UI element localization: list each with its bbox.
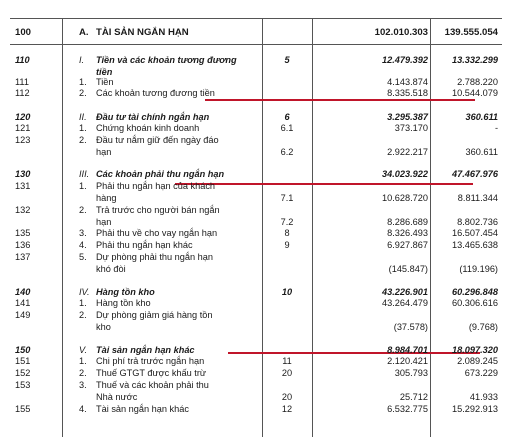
row-number: 1. [79, 298, 87, 308]
row-number: IV. [79, 287, 90, 297]
row-description: Nhà nước [96, 392, 138, 402]
table-row [0, 87, 508, 100]
row-code: 132 [15, 205, 31, 215]
row-number: 2. [79, 205, 87, 215]
value-current-year: 6.532.775 [387, 404, 428, 414]
row-description: hàng [96, 193, 117, 203]
value-prior-year: 360.611 [465, 147, 498, 157]
row-note: 12 [281, 404, 293, 414]
row-description: Các khoản tương đương tiền [96, 88, 215, 98]
row-code: 120 [15, 112, 31, 122]
row-description: khó đòi [96, 264, 126, 274]
row-code: 135 [15, 228, 31, 238]
value-prior-year: 13.332.299 [452, 55, 498, 65]
header-row-border [10, 44, 502, 45]
value-current-year: 305.793 [394, 368, 428, 378]
row-code: 131 [15, 181, 31, 191]
row-code: 150 [15, 345, 31, 355]
row-number: 1. [79, 356, 87, 366]
row-description: hạn [96, 217, 112, 227]
row-number: 5. [79, 252, 87, 262]
row-note: 7.1 [280, 193, 294, 203]
row-description: Chứng khoán kinh doanh [96, 123, 200, 133]
row-description: Phải thu về cho vay ngắn hạn [96, 228, 218, 238]
value-prior-year: 10.544.079 [452, 88, 498, 98]
value-current-year: 10.628.720 [382, 193, 428, 203]
value-current-year: 102.010.303 [374, 27, 428, 38]
value-current-year: 373.170 [394, 123, 428, 133]
row-note: 6 [284, 112, 290, 122]
value-current-year: 8.286.689 [387, 217, 428, 227]
value-current-year: 6.927.867 [387, 240, 428, 250]
table-row [0, 146, 508, 159]
value-current-year: 25.712 [399, 392, 428, 402]
row-code: 152 [15, 368, 31, 378]
row-number: 1. [79, 123, 87, 133]
row-code: 155 [15, 404, 31, 414]
row-note: 10 [281, 287, 293, 297]
value-prior-year: 47.467.976 [452, 169, 498, 179]
row-description: hạn [96, 147, 112, 157]
value-prior-year: 60.296.848 [452, 287, 498, 297]
value-prior-year: 16.507.454 [452, 228, 498, 238]
row-number: I. [79, 55, 85, 65]
value-prior-year: 2.788.220 [457, 77, 498, 87]
row-description: Trả trước cho người bán ngắn [96, 205, 220, 215]
row-note: 9 [284, 240, 290, 250]
row-description: Dự phòng giảm giá hàng tồn [96, 310, 213, 320]
table-row [0, 403, 508, 416]
row-description: kho [96, 322, 111, 332]
row-code: 136 [15, 240, 31, 250]
row-note: 7.2 [280, 217, 294, 227]
value-prior-year: 18.097.320 [452, 345, 498, 355]
value-current-year: 8.326.493 [387, 228, 428, 238]
row-note: 20 [281, 368, 293, 378]
value-current-year: 3.295.387 [387, 112, 428, 122]
row-number: 1. [79, 181, 87, 191]
row-number: II. [79, 112, 87, 122]
row-number: 4. [79, 404, 87, 414]
value-current-year: 12.479.392 [382, 55, 428, 65]
value-prior-year: 13.465.638 [452, 240, 498, 250]
row-note: 5 [284, 55, 290, 65]
value-prior-year: 139.555.054 [444, 27, 498, 38]
value-prior-year: 8.802.736 [457, 217, 498, 227]
row-number: 1. [79, 77, 87, 87]
row-number: 2. [79, 368, 87, 378]
value-current-year: 2.922.217 [387, 147, 428, 157]
value-current-year: 2.120.421 [387, 356, 428, 366]
value-current-year: 43.226.901 [382, 287, 428, 297]
row-description: Đầu tư nắm giữ đến ngày đáo [96, 135, 219, 145]
value-prior-year: 673.229 [464, 368, 498, 378]
row-code: 121 [15, 123, 31, 133]
row-description: Hàng tồn kho [96, 298, 151, 308]
row-description: Đầu tư tài chính ngắn hạn [96, 112, 210, 122]
row-code: 151 [15, 356, 31, 366]
value-prior-year: 2.089.245 [457, 356, 498, 366]
value-prior-year: - [494, 123, 498, 133]
row-description: Hàng tồn kho [96, 287, 155, 297]
row-number: III. [79, 169, 90, 179]
row-number: A. [79, 27, 89, 38]
value-current-year: 8.335.518 [387, 88, 428, 98]
row-code: 149 [15, 310, 31, 320]
table-row [0, 321, 508, 334]
row-number: 2. [79, 135, 87, 145]
row-description: Tài sản ngắn hạn khác [96, 404, 189, 414]
row-description: Phải thu ngắn hạn của khách [96, 181, 216, 191]
row-note: 6.2 [280, 147, 294, 157]
value-prior-year: 60.306.616 [452, 298, 498, 308]
row-note: 11 [282, 356, 292, 366]
row-description: Phải thu ngắn hạn khác [96, 240, 193, 250]
row-description: TÀI SẢN NGẮN HẠN [96, 27, 189, 38]
value-prior-year: 360.611 [465, 112, 498, 122]
value-prior-year: 41.933 [469, 392, 498, 402]
row-description: Thuế và các khoản phải thu [96, 380, 209, 390]
row-code: 110 [15, 55, 30, 65]
row-description: Tiền và các khoản tương đương [96, 55, 237, 65]
table-row [0, 263, 508, 276]
row-note: 6.1 [280, 123, 294, 133]
row-code: 130 [15, 169, 31, 179]
row-description: Thuế GTGT được khấu trừ [96, 368, 207, 378]
value-prior-year: (119.196) [459, 264, 498, 274]
row-description: Chi phí trả trước ngắn hạn [96, 356, 205, 366]
row-number: V. [79, 345, 87, 355]
value-current-year: 34.023.922 [382, 169, 428, 179]
table-row [0, 26, 508, 39]
row-code: 100 [15, 27, 32, 38]
row-code: 141 [15, 298, 31, 308]
row-note: 20 [281, 392, 293, 402]
row-code: 111 [15, 77, 29, 87]
value-prior-year: 15.292.913 [452, 404, 498, 414]
row-code: 153 [15, 380, 31, 390]
row-number: 4. [79, 240, 87, 250]
row-description: Tài sản ngắn hạn khác [96, 345, 195, 355]
value-current-year: 4.143.874 [387, 77, 428, 87]
row-description: Các khoản phải thu ngắn hạn [96, 169, 225, 179]
row-note: 8 [284, 228, 290, 238]
row-code: 123 [15, 135, 31, 145]
value-prior-year: (9.768) [468, 322, 498, 332]
value-current-year: (145.847) [388, 264, 428, 274]
row-number: 2. [79, 310, 87, 320]
value-current-year: 43.264.479 [382, 298, 428, 308]
table-top-border [10, 18, 502, 19]
row-number: 3. [79, 228, 87, 238]
row-description: tiền [96, 67, 113, 77]
row-code: 137 [15, 252, 31, 262]
row-number: 2. [79, 88, 87, 98]
row-code: 140 [15, 287, 31, 297]
value-current-year: (37.578) [393, 322, 428, 332]
row-description: Dự phòng phải thu ngắn hạn [96, 252, 214, 262]
row-description: Tiền [96, 77, 114, 87]
row-number: 3. [79, 380, 87, 390]
row-code: 112 [15, 88, 30, 98]
value-current-year: 8.984.701 [387, 345, 428, 355]
value-prior-year: 8.811.344 [457, 193, 498, 203]
